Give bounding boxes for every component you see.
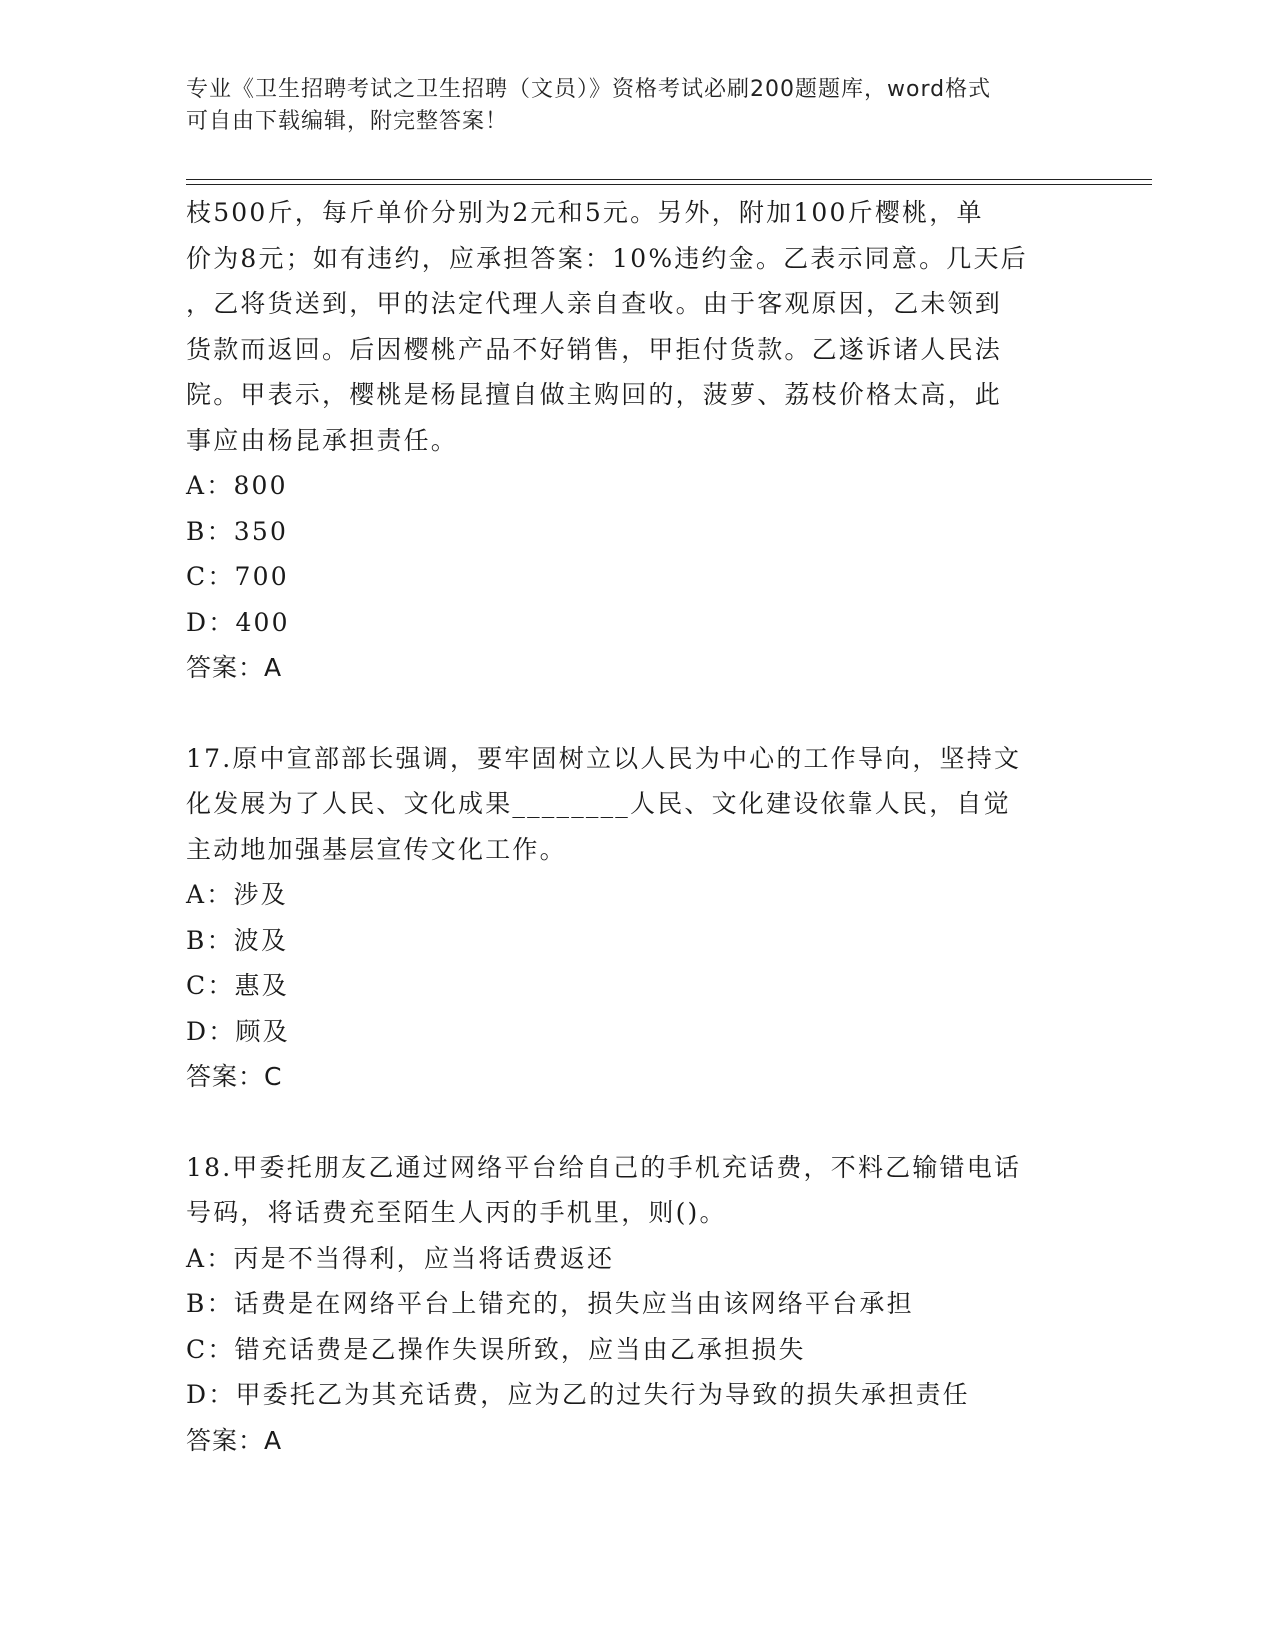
header-title-line-1: 专业《卫生招聘考试之卫生招聘（文员）》资格考试必刷200题题库，word格式 [186, 77, 992, 102]
question-text-line: 17.原中宣部部长强调，要牢固树立以人民为中心的工作导向，坚持文 [186, 743, 1022, 773]
question-text-line: 枝500斤，每斤单价分别为2元和5元。另外，附加100斤樱桃，单 [186, 198, 984, 227]
option-c: C：惠及 [186, 971, 289, 1000]
header-rule-bottom [186, 184, 1152, 185]
question-text-line: 化发展为了人民、文化成果________人民、文化建设依靠人民，自觉 [186, 789, 1011, 818]
document-body [186, 190, 1086, 1463]
option-c: C：700 [186, 562, 289, 591]
question-continued [186, 190, 1086, 691]
option-d: D：顾及 [186, 1016, 290, 1046]
option-d: D：400 [186, 607, 290, 637]
question-text-line: 货款而返回。后因樱桃产品不好销售，甲拒付货款。乙遂诉诸人民法 [186, 334, 1003, 364]
question-text-line: 事应由杨昆承担责任。 [186, 425, 459, 455]
option-c: C：错充话费是乙操作失误所致，应当由乙承担损失 [186, 1334, 806, 1364]
question-text-line: 号码，将话费充至陌生人丙的手机里，则()。 [186, 1198, 727, 1227]
question-text-line: 主动地加强基层宣传文化工作。 [186, 834, 567, 864]
document-header [186, 74, 1086, 138]
option-a: A：涉及 [186, 880, 288, 909]
option-d: D：甲委托乙为其充话费，应为乙的过失行为导致的损失承担责任 [186, 1380, 970, 1409]
question-text-line: 价为8元；如有违约，应承担答案：10%违约金。乙表示同意。几天后 [186, 243, 1028, 273]
answer-line: 答案：A [186, 653, 283, 682]
option-a: A：800 [186, 471, 288, 500]
question-18 [186, 1145, 1086, 1464]
header-rule-top [186, 179, 1152, 180]
question-text-line: ，乙将货送到，甲的法定代理人亲自查收。由于客观原因，乙未领到 [186, 289, 1003, 318]
option-b: B：350 [186, 516, 289, 546]
question-17 [186, 736, 1086, 1100]
option-b: B：话费是在网络平台上错充的，损失应当由该网络平台承担 [186, 1289, 914, 1318]
answer-line: 答案：C [186, 1062, 283, 1091]
question-text-line: 院。甲表示，樱桃是杨昆擅自做主购回的，菠萝、荔枝价格太高，此 [186, 380, 1003, 409]
question-text-line: 18.甲委托朋友乙通过网络平台给自己的手机充话费，不料乙输错电话 [186, 1152, 1022, 1182]
header-title-line-2: 可自由下载编辑，附完整答案！ [186, 109, 509, 134]
answer-line: 答案：A [186, 1425, 283, 1455]
option-b: B：波及 [186, 925, 289, 955]
option-a: A：丙是不当得利，应当将话费返还 [186, 1243, 615, 1273]
